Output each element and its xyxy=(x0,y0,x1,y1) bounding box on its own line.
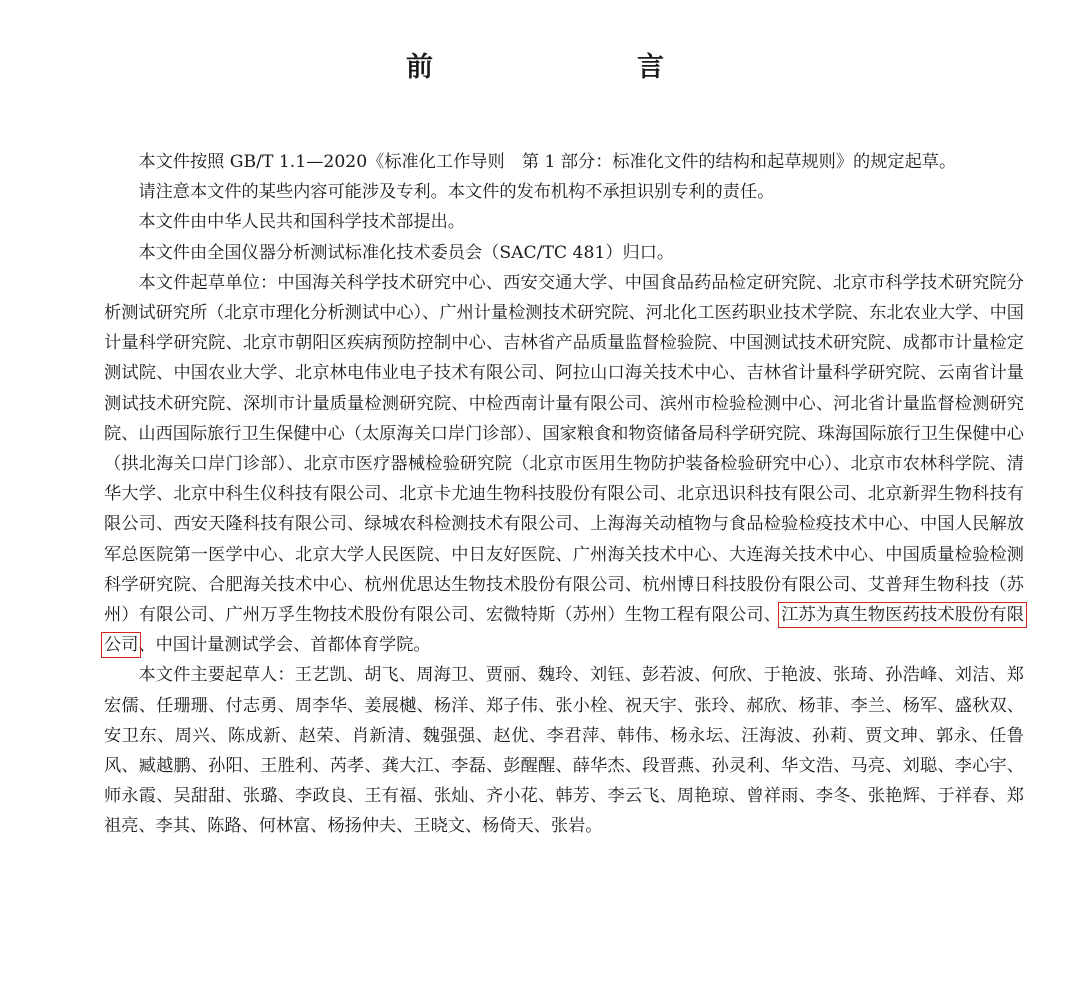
paragraph-drafting-units xyxy=(104,268,1024,661)
paragraph-proposer: 本文件由中华人民共和国科学技术部提出。 xyxy=(138,212,465,233)
drafting-units-tail: 、中国计量测试学会、首都体育学院。 xyxy=(138,635,431,656)
document-body xyxy=(104,147,1024,842)
paragraph-centralized-unit: 本文件由全国仪器分析测试标准化技术委员会（SAC/TC 481）归口。 xyxy=(138,242,675,263)
highlighted-company: 江苏为真生物医药技术股份有限公司 xyxy=(104,605,1024,656)
paragraph-drafting-standard: 本文件按照 GB/T 1.1—2020《标准化工作导则 第 1 部分：标准化文件的结构和起草规则》的规定起草。 xyxy=(138,152,957,172)
paragraph-drafters: 本文件主要起草人：王艺凯、胡飞、周海卫、贾丽、魏玲、刘钰、彭若波、何欣、于艳波、张琦、孙浩峰、刘洁、郑宏儒、任珊珊、付志勇、周李华、姜展樾、杨洋、郑子伟、张小栓、祝天宇、张玲、郝欣、杨菲、李兰、杨军、盛秋双、安卫东、周兴、陈成新、赵荣、肖新清、魏强强、赵优、李君萍、韩伟、杨永坛、汪海波、孙莉、贾文珅、郭永、任鲁风、臧越鹏、孙阳、王胜利、芮孝、龚大江、李磊、彭醒醒、薛华杰、段晋燕、孙灵利、华文浩、马亮、刘聪、李心宇、师永霞、吴甜甜、张璐、李政良、王有福、张灿、齐小花、韩芳、李云飞、周艳琼、曾祥雨、李冬、张艳辉、于祥春、郑祖亮、李其、陈路、何林富、杨扬仲夫、王晓文、杨倚天、张岩。 xyxy=(104,665,1024,837)
paragraph-patent-notice: 请注意本文件的某些内容可能涉及专利。本文件的发布机构不承担识别专利的责任。 xyxy=(138,182,775,203)
drafting-units-text: 本文件起草单位：中国海关科学技术研究中心、西安交通大学、中国食品药品检定研究院、北京市科学技术研究院分析测试研究所（北京市理化分析测试中心）、广州计量检测技术研究院、河北化工医药职业技术学院、东北农业大学、中国计量科学研究院、北京市朝阳区疾病预防控制中心、吉林省产品质量监督检验院、中国测试技术研究院、成都市计量检定测试院、中国农业大学、北京林电伟业电子技术有限公司、阿拉山口海关技术中心、吉林省计量科学研究院、云南省计量测试技术研究院、深圳市计量质量检测研究院、中检西南计量有限公司、滨州市检验检测中心、河北省计量监督检测研究院、山西国际旅行卫生保健中心（太原海关口岸门诊部）、国家粮食和物资储备局科学研究院、珠海国际旅行卫生保健中心（拱北海关口岸门诊部）、北京市医疗器械检验研究院（北京市医用生物防护装备检验研究中心）、北京市农林科学院、清华大学、北京中科生仪科技有限公司、北京卡尤迪生物科技股份有限公司、北京迅识科技有限公司、北京新羿生物科技有限公司、西安天隆科技有限公司、绿城农科检测技术有限公司、上海海关动植物与食品检验检疫技术中心、中国人民解放军总医院第一医学中心、北京大学人民医院、中日友好医院、广州海关技术中心、大连海关技术中心、中国质量检验检测科学研究院、合肥海关技术中心、杭州优思达生物技术股份有限公司、杭州博日科技股份有限公司、艾普拜生物科技（苏州）有限公司、广州万孚生物技术股份有限公司、宏微特斯（苏州）生物工程有限公司、 xyxy=(104,272,1024,626)
page-title: 前 言 xyxy=(406,52,714,83)
